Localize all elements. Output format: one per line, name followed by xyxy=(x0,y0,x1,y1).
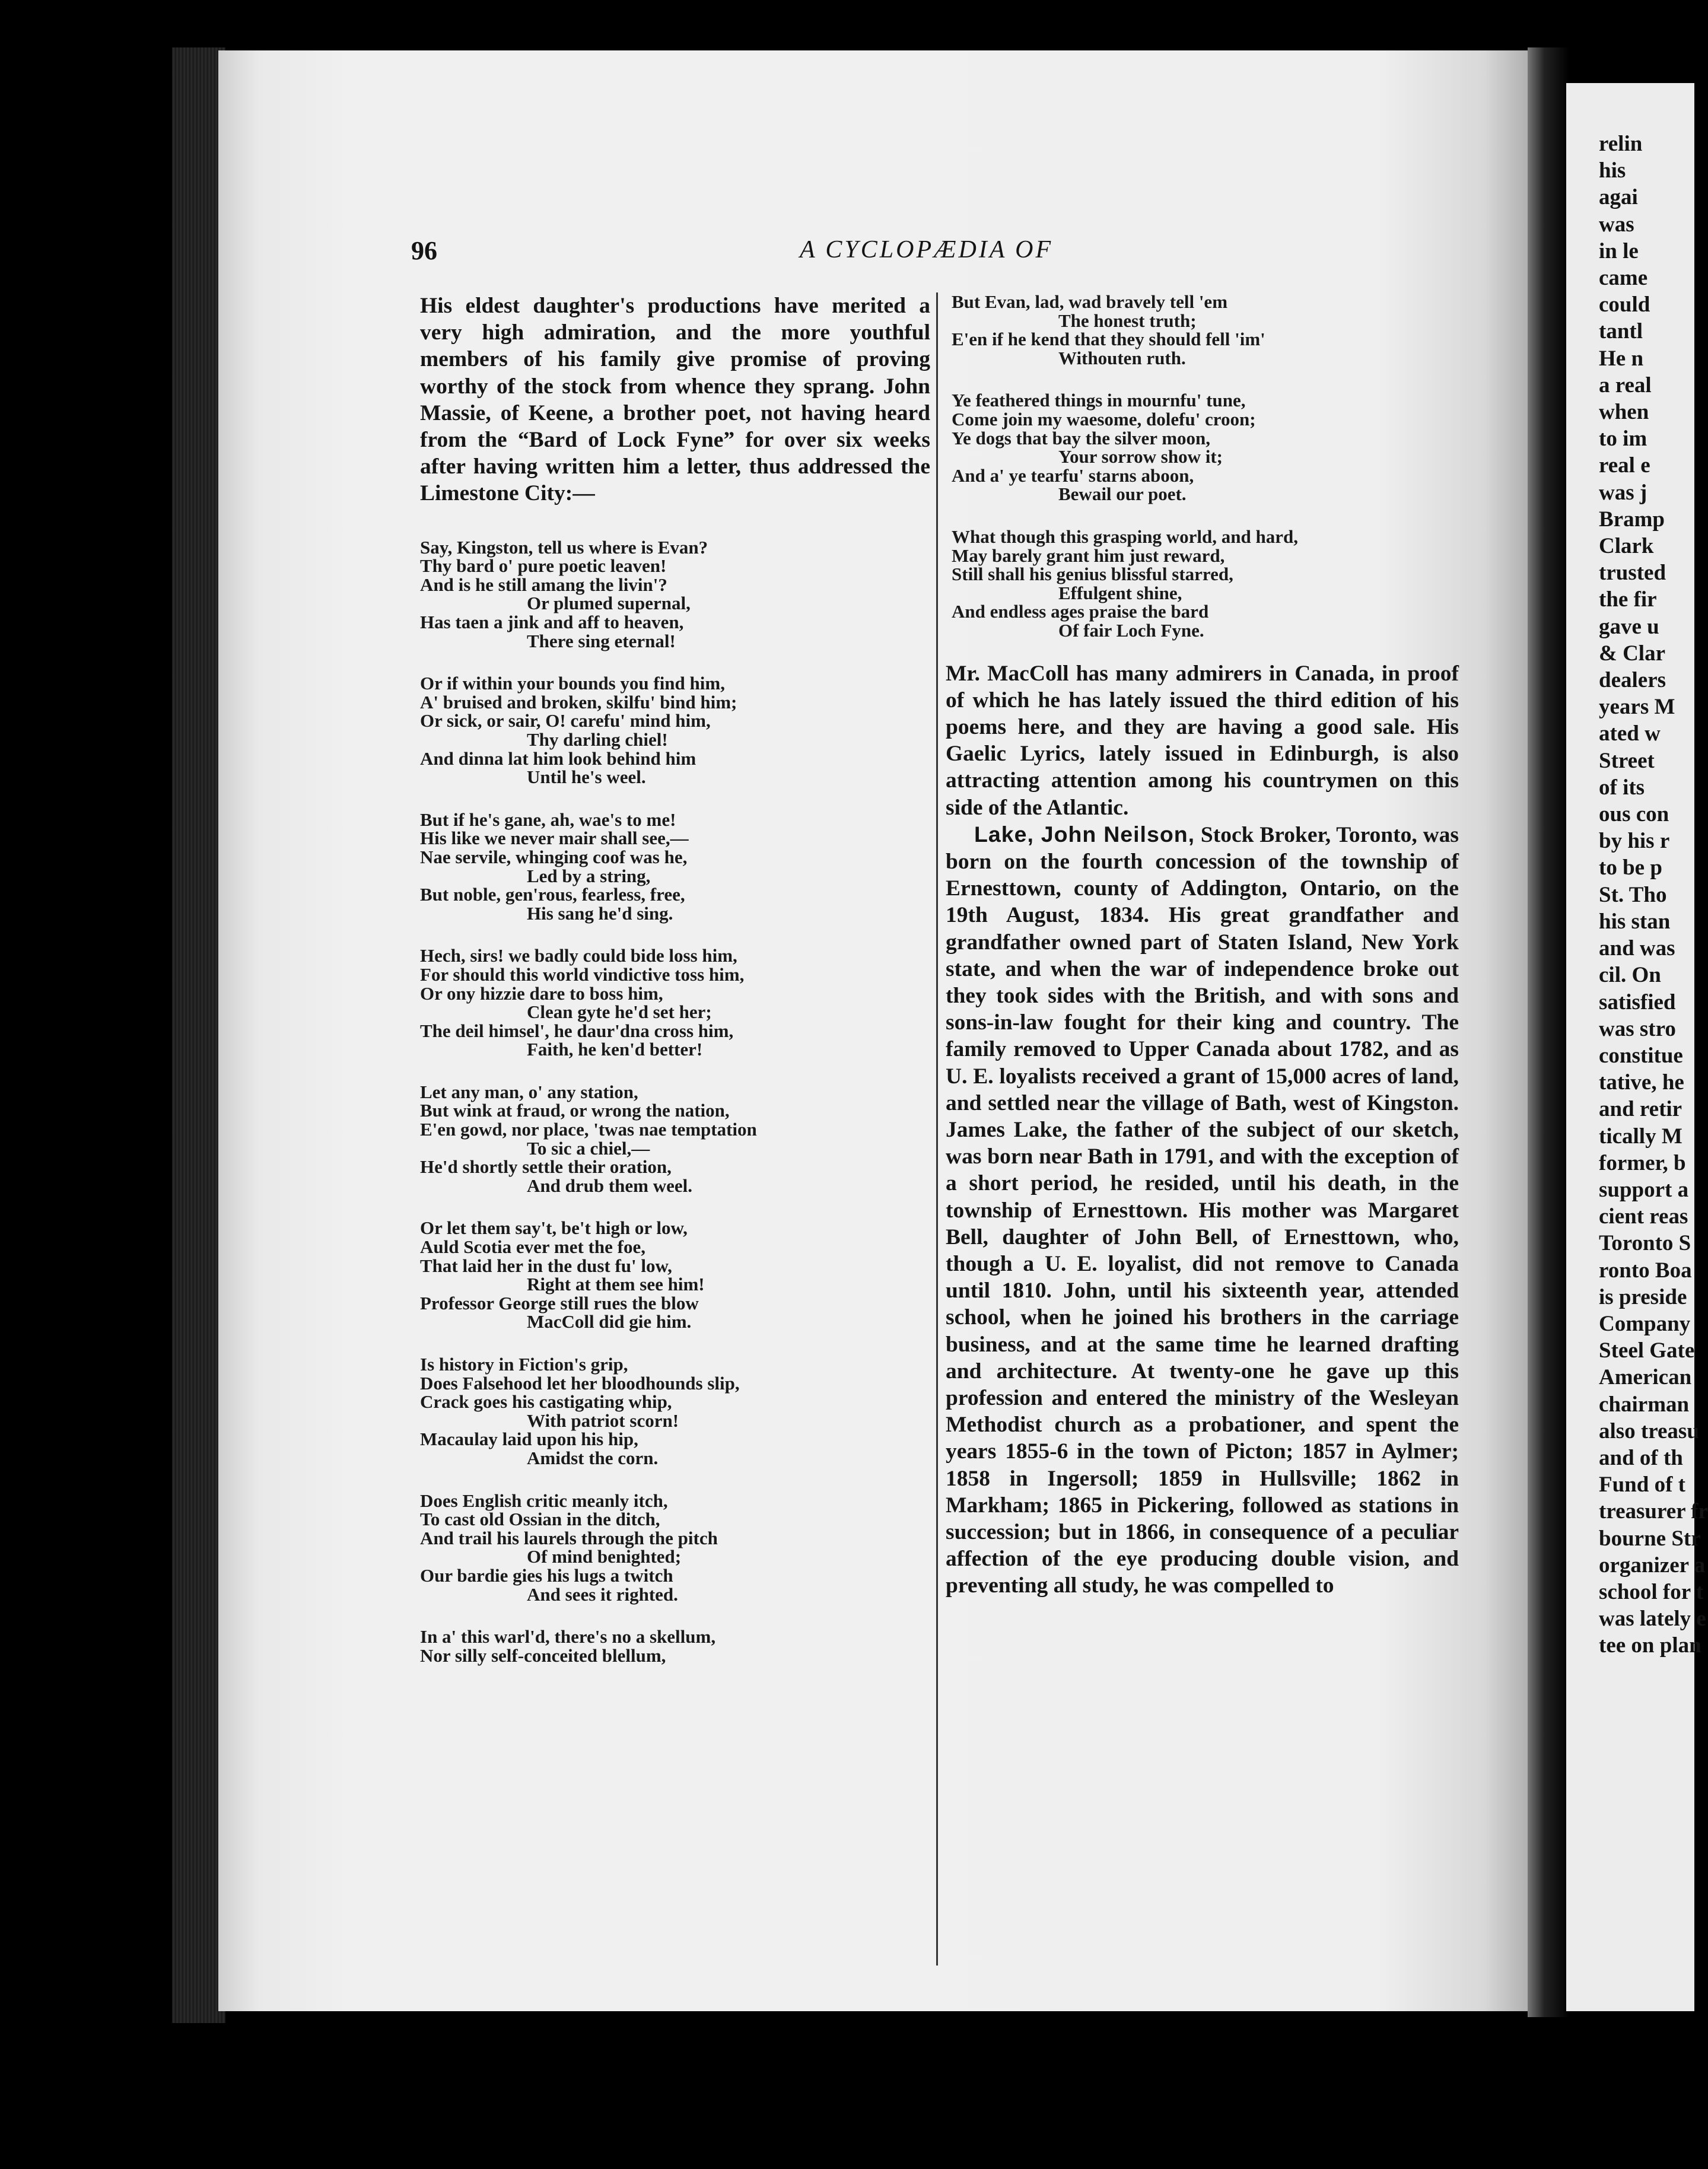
poem-line: Right at them see him! xyxy=(527,1274,705,1295)
poem-line: And a' ye tearfu' starns aboon, xyxy=(952,465,1194,486)
poem-line: Nae servile, whinging coof was he, xyxy=(420,846,688,867)
right-page-line: agai xyxy=(1599,185,1638,210)
poem-line: Hech, sirs! we badly could bide loss him, xyxy=(420,945,737,966)
right-page-line: St. Tho xyxy=(1599,882,1667,907)
poem-line: And endless ages praise the bard xyxy=(952,601,1209,622)
right-page-line: by his r xyxy=(1599,829,1670,854)
right-page-line: school for t xyxy=(1599,1579,1704,1604)
poem-line: There sing eternal! xyxy=(527,630,676,651)
poem-line: Nor silly self-conceited blellum, xyxy=(420,1645,666,1666)
poem-line: Is history in Fiction's grip, xyxy=(420,1354,628,1375)
left-page xyxy=(218,50,1537,2011)
right-page-line: also treasu xyxy=(1599,1419,1699,1443)
poem-line: Come join my waesome, dolefu' croon; xyxy=(952,408,1256,430)
right-page-line: could xyxy=(1599,292,1650,317)
left-column xyxy=(420,292,930,1688)
right-page-line: He n xyxy=(1599,346,1644,371)
right-column xyxy=(946,292,1459,1599)
right-page-line: & Clar xyxy=(1599,641,1665,666)
poem-stanza xyxy=(420,1627,930,1665)
poem-line: Or ony hizzie dare to boss him, xyxy=(420,982,663,1004)
poem-line: May barely grant him just reward, xyxy=(952,545,1225,566)
right-page-line: was xyxy=(1599,212,1634,237)
poem-line: And dinna lat him look behind him xyxy=(420,748,696,769)
right-page-line: American xyxy=(1599,1365,1692,1390)
poem-line: Amidst the corn. xyxy=(527,1447,659,1468)
right-page-line: the fir xyxy=(1599,587,1657,612)
poem-stanza xyxy=(420,1355,930,1468)
poem-stanza xyxy=(420,674,930,787)
biography-name: Lake, John Neilson, xyxy=(974,821,1195,847)
right-page-line: was lately e xyxy=(1599,1607,1706,1631)
poem-line: And trail his laurels through the pitch xyxy=(420,1527,718,1548)
right-page-line: ronto Boa xyxy=(1599,1258,1692,1283)
poem-stanza xyxy=(420,1219,930,1331)
poem-line: Clean gyte he'd set her; xyxy=(527,1001,712,1023)
poem-line: Until he's weel. xyxy=(527,767,646,788)
right-page-line: real e xyxy=(1599,453,1650,478)
right-page-line: and retir xyxy=(1599,1097,1682,1122)
poem-stanza xyxy=(420,538,930,651)
book-page-edges xyxy=(172,47,225,2023)
right-page-line: cient reas xyxy=(1599,1204,1688,1229)
poem-massie-part-1 xyxy=(420,538,930,1665)
right-page-line: was j xyxy=(1599,480,1647,505)
poem-line: Thy darling chiel! xyxy=(527,729,668,750)
right-page-line: bourne Str xyxy=(1599,1526,1701,1551)
poem-line: Or sick, or sair, O! carefu' mind him, xyxy=(420,710,711,732)
poem-line: Effulgent shine, xyxy=(1058,582,1182,603)
poem-line: Our bardie gies his lugs a twitch xyxy=(420,1564,673,1586)
poem-line: A' bruised and broken, skilfu' bind him; xyxy=(420,691,737,713)
right-page-line: Company xyxy=(1599,1311,1691,1336)
poem-line: Or if within your bounds you find him, xyxy=(420,673,725,694)
right-page-line: tically M xyxy=(1599,1124,1682,1149)
right-page-line: Steel Gate xyxy=(1599,1338,1695,1363)
poem-line: Crack goes his castigating whip, xyxy=(420,1391,672,1413)
poem-line: Thy bard o' pure poetic leaven! xyxy=(420,555,667,577)
right-page-line: tative, he xyxy=(1599,1070,1684,1095)
poem-line: Let any man, o' any station, xyxy=(420,1081,638,1102)
right-page-line: Toronto S xyxy=(1599,1231,1691,1256)
poem-line: Your sorrow show it; xyxy=(1058,446,1223,467)
poem-line: And drub them weel. xyxy=(527,1175,693,1196)
right-page-line: ated w xyxy=(1599,721,1661,746)
right-page-line: trusted xyxy=(1599,561,1666,586)
poem-line: What though this grasping world, and hard, xyxy=(952,526,1298,547)
poem-line: The deil himsel', he daur'dna cross him, xyxy=(420,1020,734,1041)
right-page-line: tantl xyxy=(1599,319,1643,344)
right-page-line: Street xyxy=(1599,748,1655,773)
poem-line: For should this world vindictive toss him, xyxy=(420,963,745,985)
column-rule xyxy=(936,292,938,1966)
poem-line: Bewail our poet. xyxy=(1058,484,1187,505)
poem-line: Or plumed supernal, xyxy=(527,593,691,614)
right-page-line: support a xyxy=(1599,1177,1689,1202)
poem-line: His sang he'd sing. xyxy=(527,902,673,924)
poem-stanza xyxy=(420,810,930,923)
poem-line: Macaulay laid upon his hip, xyxy=(420,1429,638,1450)
poem-line: To cast old Ossian in the ditch, xyxy=(420,1509,660,1530)
maccoll-paragraph: Mr. MacColl has many admirers in Canada, in proof of which he has lately issued the third edition of his poems here, and they are having a good sale. His Gaelic Lyrics, lately issued in Edinburgh, is also attracting attention among his countrymen on this side of the Atlantic. xyxy=(946,661,1459,820)
running-head-title: A CYCLOPÆDIA OF xyxy=(800,236,1054,263)
right-page-line: cil. On xyxy=(1599,963,1661,988)
right-page-text xyxy=(1599,131,1708,1659)
right-page-fragment xyxy=(1566,83,1708,2011)
poem-line: In a' this warl'd, there's no a skellum, xyxy=(420,1626,716,1648)
right-page-line: and was xyxy=(1599,936,1675,961)
poem-line: Of fair Loch Fyne. xyxy=(1058,619,1204,641)
poem-line: Ye feathered things in mournfu' tune, xyxy=(952,390,1246,411)
right-page-line: when xyxy=(1599,400,1649,425)
right-page-line: in le xyxy=(1599,238,1639,263)
biography-lake xyxy=(946,821,1459,1599)
poem-line: E'en gowd, nor place, 'twas nae temptation xyxy=(420,1119,757,1140)
poem-line: MacColl did gie him. xyxy=(527,1311,692,1332)
poem-stanza xyxy=(952,292,1459,367)
right-page-line: Bramp xyxy=(1599,507,1665,532)
right-page-line: ous con xyxy=(1599,802,1669,827)
poem-line: Professor George still rues the blow xyxy=(420,1292,699,1314)
poem-stanza xyxy=(952,391,1459,504)
right-page-line: tee on plan xyxy=(1599,1633,1701,1658)
intro-paragraph: His eldest daughter's productions have merited a very high admiration, and the more youthful members of his family give promise of proving worthy of the stock from whence they sprang. John Massie, of Keene, a brother poet, not having heard from the “Bard of Lock Fyne” for over six weeks after having written him a letter, thus addressed the Limestone City:— xyxy=(420,294,930,506)
poem-line: And is he still amang the livin'? xyxy=(420,574,667,595)
poem-stanza xyxy=(952,527,1459,640)
right-page-line: treasurer fr xyxy=(1599,1499,1708,1524)
right-page-line: former, b xyxy=(1599,1150,1686,1175)
poem-line: And sees it righted. xyxy=(527,1583,678,1605)
poem-line: But if he's gane, ah, wae's to me! xyxy=(420,809,676,830)
right-page-line: to be p xyxy=(1599,855,1662,880)
poem-line: With patriot scorn! xyxy=(527,1410,679,1431)
biography-text: Stock Broker, Toronto, was born on the fourth concession of the township of Ernesttown, county of Addington, Ontario, on the 19th August, 1834. His great grandfather and grandfather owned part of Staten Island, New York state, and when the war of independence broke out they took sides with the British, and with sons and sons-in-law fought for their king and country. The family removed to Upper Canada about 1782, and as U. E. loyalists received a grant of 15,000 acres of land, and settled near the village of Bath, west of Kingston. James Lake, the father of the subject of our sketch, was born near Bath in 1791, and with the exception of a short period, he resided, until his death, in the township of Ernesttown. His mother was Margaret Bell, daughter of John Bell, of Ernesttown, who, though a U. E. loyalist, did not remove to Canada until 1810. John, until his sixteenth year, attended school, when he joined his brothers in the carriage business, and at the same time he learned drafting and architecture. At twenty-one he gave up this profession and entered the ministry of the Wesleyan Methodist church as a probationer, and spent the years 1855-6 in the town of Picton; 1857 in Aylmer; 1858 in Ingersoll; 1859 in Hullsville; 1862 in Markham; 1865 in Pickering, followed as stations in succession; but in 1866, in consequence of a peculiar affection of the eye producing double vision, and preventing all study, he was compelled to xyxy=(946,822,1459,1598)
poem-line: Does English critic meanly itch, xyxy=(420,1490,668,1511)
poem-stanza xyxy=(420,1083,930,1195)
right-page-line: of its xyxy=(1599,775,1645,800)
poem-line: But Evan, lad, wad bravely tell 'em xyxy=(952,291,1228,312)
right-page-line: his xyxy=(1599,158,1626,183)
poem-line: Auld Scotia ever met the foe, xyxy=(420,1236,645,1258)
page-number: 96 xyxy=(411,236,437,265)
right-page-line: organizer a xyxy=(1599,1553,1706,1578)
poem-line: Say, Kingston, tell us where is Evan? xyxy=(420,536,708,558)
right-page-line: Fund of t xyxy=(1599,1472,1685,1497)
right-page-line: a real xyxy=(1599,373,1652,397)
right-page-line: relin xyxy=(1599,132,1643,156)
poem-line: Withouten ruth. xyxy=(1058,347,1186,368)
poem-line: That laid her in the dust fu' low, xyxy=(420,1255,672,1276)
poem-massie-part-2 xyxy=(946,292,1459,640)
right-page-line: Clark xyxy=(1599,534,1654,559)
right-page-line: came xyxy=(1599,266,1648,291)
poem-line: But noble, gen'rous, fearless, free, xyxy=(420,884,685,905)
poem-line: Has taen a jink and aff to heaven, xyxy=(420,612,684,632)
poem-line: Faith, he ken'd better! xyxy=(527,1039,703,1060)
poem-stanza xyxy=(420,1491,930,1604)
poem-stanza xyxy=(420,946,930,1059)
poem-line: His like we never mair shall see,— xyxy=(420,828,689,849)
book-gutter xyxy=(1528,47,1569,2017)
right-page-line: and of th xyxy=(1599,1445,1683,1470)
poem-line: Led by a string, xyxy=(527,865,651,886)
right-page-line: constitue xyxy=(1599,1043,1683,1068)
right-page-line: was stro xyxy=(1599,1016,1676,1041)
poem-line: Of mind benighted; xyxy=(527,1546,682,1567)
right-page-line: years M xyxy=(1599,695,1675,720)
poem-line: Ye dogs that bay the silver moon, xyxy=(952,427,1211,449)
poem-line: But wink at fraud, or wrong the nation, xyxy=(420,1100,730,1121)
poem-line: The honest truth; xyxy=(1058,310,1197,331)
right-page-line: is preside xyxy=(1599,1284,1687,1309)
poem-line: E'en if he kend that they should fell 'im' xyxy=(952,329,1265,350)
right-page-line: dealers xyxy=(1599,668,1666,693)
poem-line: Or let them say't, be't high or low, xyxy=(420,1217,688,1239)
right-page-line: his stan xyxy=(1599,909,1671,934)
poem-line: To sic a chiel,— xyxy=(527,1137,650,1159)
right-page-line: gave u xyxy=(1599,614,1659,639)
right-page-line: chairman xyxy=(1599,1392,1690,1417)
poem-line: He'd shortly settle their oration, xyxy=(420,1156,672,1178)
poem-line: Does Falsehood let her bloodhounds slip, xyxy=(420,1372,740,1394)
right-page-line: to im xyxy=(1599,427,1647,451)
poem-line: Still shall his genius blissful starred, xyxy=(952,564,1233,585)
right-page-line: satisfied xyxy=(1599,990,1676,1014)
running-head xyxy=(218,236,1537,271)
